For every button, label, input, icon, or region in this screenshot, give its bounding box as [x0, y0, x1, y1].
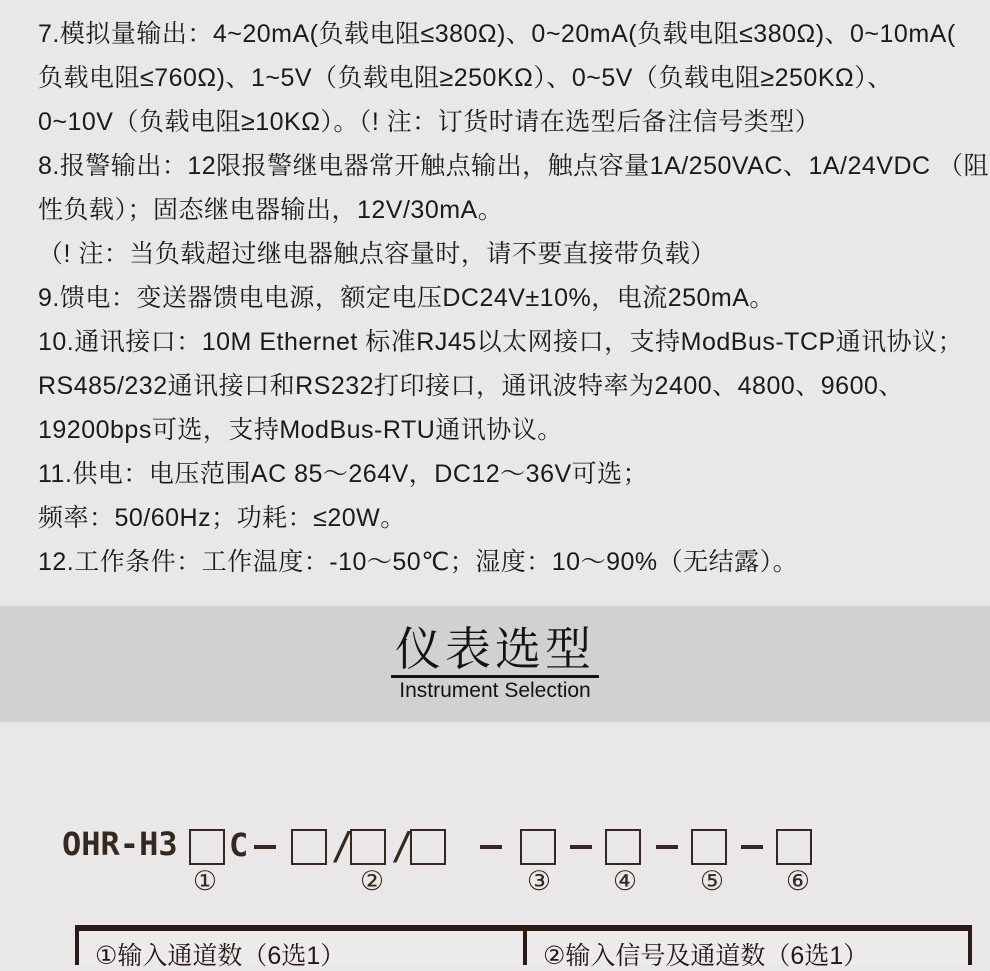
- selection-table-left-header: ①输入通道数（6选1）: [79, 931, 527, 965]
- model-code-box-4: [605, 829, 641, 865]
- spec-line-analog-output-3: 0~10V（负载电阻≥10KΩ）。（! 注：订货时请在选型后备注信号类型）: [38, 108, 821, 136]
- spec-line-feed-power: 9.馈电：变送器馈电电源，额定电压DC24V±10%，电流250mA。: [38, 284, 775, 312]
- position-label-2: ②: [359, 866, 385, 897]
- model-code-box-3: [520, 829, 556, 865]
- model-code-box-1: [189, 829, 225, 865]
- slash-separator-1: /: [331, 824, 354, 868]
- section-title: 仪表选型: [391, 624, 599, 678]
- slash-separator-2: /: [391, 824, 414, 868]
- position-label-6: ⑥: [785, 866, 811, 897]
- spec-line-alarm-output-1: 8.报警输出：12限报警继电器常开触点输出，触点容量1A/250VAC、1A/24VDC （阻: [38, 152, 990, 180]
- selection-table-right-header: ②输入信号及通道数（6选1）: [543, 942, 869, 970]
- spec-line-analog-output-2: 负载电阻≤760Ω)、1~5V（负载电阻≥250KΩ）、0~5V（负载电阻≥250KΩ）、: [38, 64, 893, 92]
- spec-line-analog-output-1: 7.模拟量输出：4~20mA(负载电阻≤380Ω)、0~20mA(负载电阻≤380Ω)、0~10mA(: [38, 20, 956, 48]
- model-code-box-5: [691, 829, 727, 865]
- section-subtitle: Instrument Selection: [399, 679, 591, 702]
- spec-line-alarm-output-2: 性负载）；固态继电器输出，12V/30mA。: [38, 196, 504, 224]
- model-prefix-label: OHR-H3: [62, 825, 178, 863]
- position-label-4: ④: [612, 866, 638, 897]
- model-c-label: C: [229, 826, 249, 864]
- section-banner: [0, 606, 990, 722]
- spec-line-comm-1: 10.通讯接口：10M Ethernet 标准RJ45以太网接口，支持ModBus-TCP通讯协议；: [38, 328, 964, 356]
- model-code-box-2c: [410, 829, 446, 865]
- dash-separator-5: [741, 845, 763, 849]
- spec-line-alarm-note: （! 注：当负载超过继电器触点容量时，请不要直接带负载）: [38, 240, 716, 268]
- model-code-box-6: [776, 829, 812, 865]
- dash-separator-3: [570, 845, 592, 849]
- model-code-diagram: [0, 722, 990, 925]
- position-label-5: ⑤: [699, 866, 725, 897]
- position-label-1: ①: [192, 866, 218, 897]
- dash-separator-4: [656, 845, 678, 849]
- dash-separator-2: [480, 845, 502, 849]
- spec-line-work-conditions: 12.工作条件：工作温度：-10～50℃；湿度：10～90%（无结露）。: [38, 548, 799, 576]
- spec-line-comm-2: RS485/232通讯接口和RS232打印接口，通讯波特率为2400、4800、9600、: [38, 372, 904, 400]
- spec-line-freq-power: 频率：50/60Hz；功耗：≤20W。: [38, 504, 406, 532]
- model-code-box-2a: [291, 829, 327, 865]
- position-label-3: ③: [526, 866, 552, 897]
- spec-line-power-supply: 11.供电：电压范围AC 85～264V，DC12～36V可选；: [38, 460, 649, 488]
- spec-line-comm-3: 19200bps可选，支持ModBus-RTU通讯协议。: [38, 416, 563, 444]
- dash-separator-1: [254, 845, 276, 849]
- selection-table: [75, 925, 972, 970]
- model-code-box-2b: [350, 829, 386, 865]
